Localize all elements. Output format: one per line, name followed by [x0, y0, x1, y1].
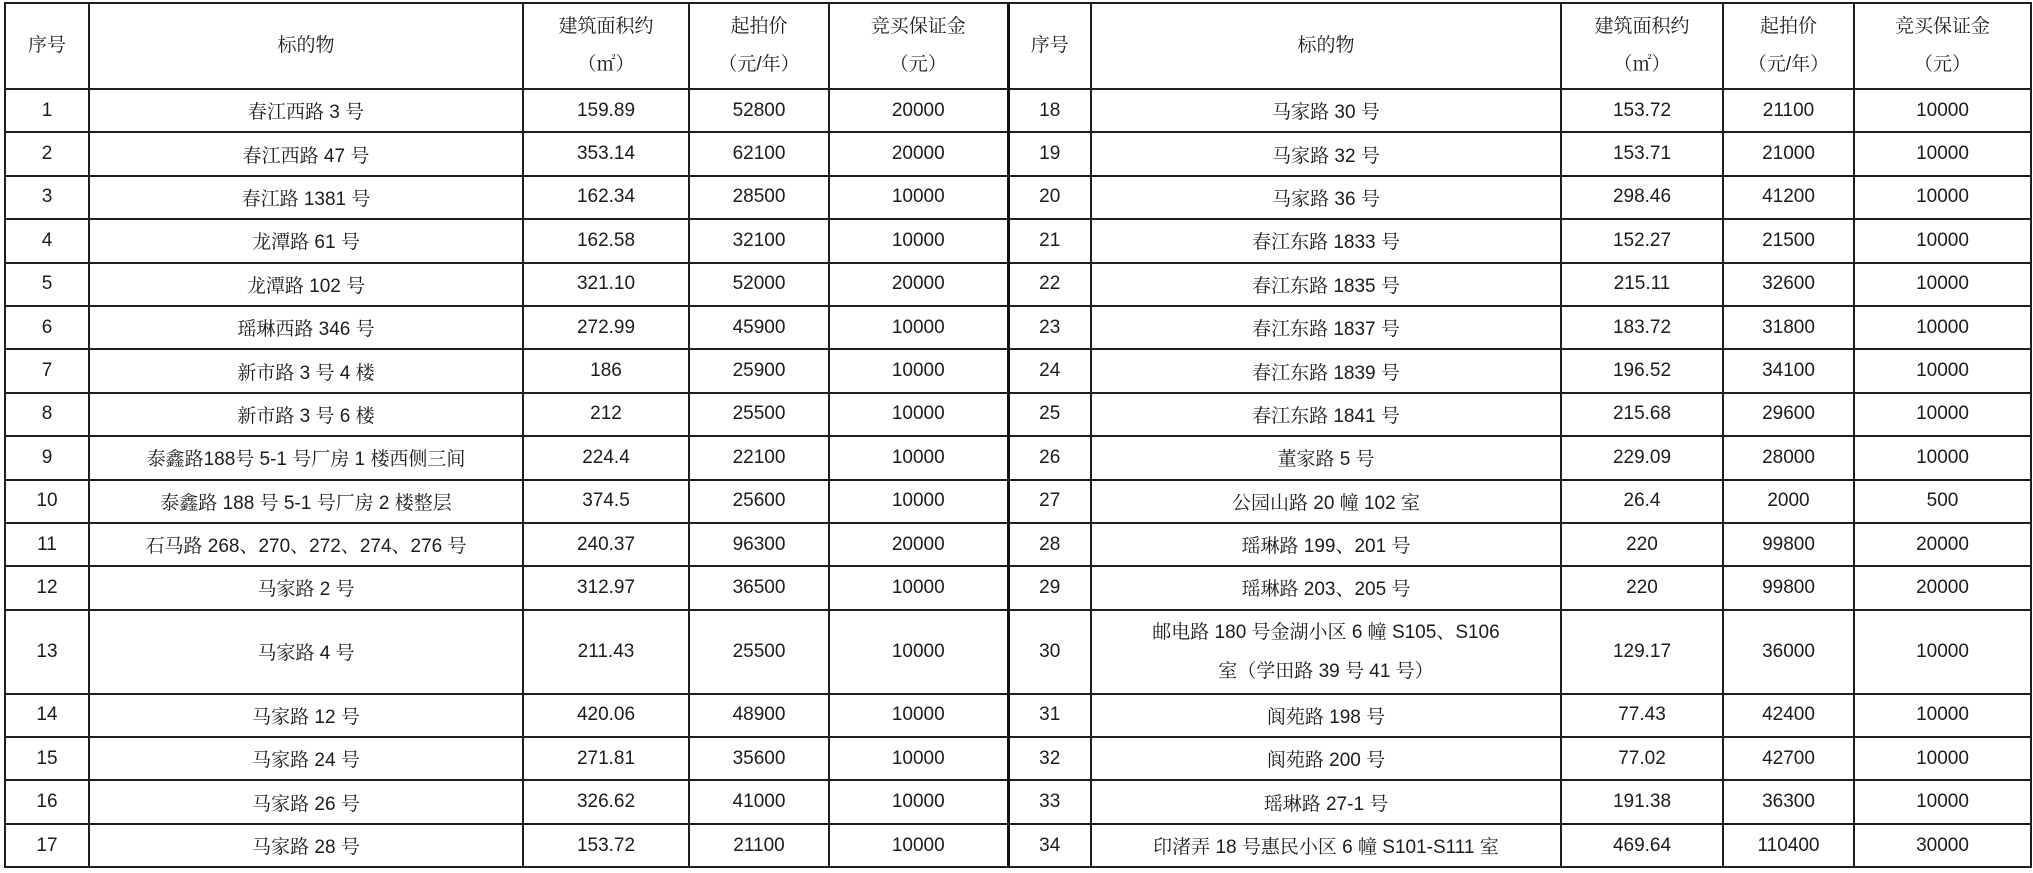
lot-price: 52000	[689, 263, 829, 306]
header-no-label: 序号	[27, 35, 66, 56]
header-item	[1091, 3, 1561, 89]
lot-deposit: 10000	[829, 436, 1008, 479]
header-item	[89, 3, 523, 89]
header-deposit-label: 竞买保证金	[870, 16, 966, 37]
lot-price: 36000	[1723, 610, 1854, 694]
lot-deposit: 30000	[1854, 824, 2031, 867]
lot-deposit: 10000	[1854, 780, 2031, 823]
lot-number: 17	[5, 824, 89, 867]
lot-number: 25	[1008, 393, 1091, 436]
table-row	[5, 436, 2031, 479]
lot-price: 25500	[689, 610, 829, 694]
lot-number: 9	[5, 436, 89, 479]
lot-price: 32600	[1723, 263, 1854, 306]
lot-number: 27	[1008, 480, 1091, 523]
header-price	[689, 3, 829, 89]
lot-area: 153.71	[1561, 132, 1723, 175]
lot-number: 22	[1008, 263, 1091, 306]
lot-price: 99800	[1723, 566, 1854, 609]
lot-deposit: 10000	[829, 694, 1008, 737]
lot-item: 春江东路 1841 号	[1091, 393, 1561, 436]
lot-area: 196.52	[1561, 349, 1723, 392]
lot-item: 龙潭路 102 号	[89, 263, 523, 306]
lot-deposit: 10000	[1854, 610, 2031, 694]
lot-price: 21100	[1723, 89, 1854, 132]
lot-deposit: 10000	[1854, 176, 2031, 219]
header-price	[1723, 3, 1854, 89]
lot-number: 7	[5, 349, 89, 392]
lot-area: 191.38	[1561, 780, 1723, 823]
header-item-label: 标的物	[277, 35, 335, 56]
header-deposit	[1854, 3, 2031, 89]
lot-number: 20	[1008, 176, 1091, 219]
lot-deposit: 20000	[829, 263, 1008, 306]
lot-area: 215.68	[1561, 393, 1723, 436]
lot-item: 董家路 5 号	[1091, 436, 1561, 479]
header-price-unit: （元/年）	[718, 54, 800, 75]
lot-price: 21000	[1723, 132, 1854, 175]
lot-area: 153.72	[523, 824, 689, 867]
lot-item: 瑶琳路 27-1 号	[1091, 780, 1561, 823]
lot-number: 12	[5, 566, 89, 609]
lot-item: 春江西路 47 号	[89, 132, 523, 175]
lot-price: 25900	[689, 349, 829, 392]
lot-area: 312.97	[523, 566, 689, 609]
lot-item: 春江东路 1833 号	[1091, 219, 1561, 262]
auction-lot-table-sheet	[4, 2, 2032, 868]
lot-area: 298.46	[1561, 176, 1723, 219]
lot-item: 马家路 28 号	[89, 824, 523, 867]
lot-deposit: 10000	[1854, 306, 2031, 349]
lot-deposit: 10000	[1854, 436, 2031, 479]
lot-number: 18	[1008, 89, 1091, 132]
lot-item: 阆苑路 198 号	[1091, 694, 1561, 737]
header-price-unit: （元/年）	[1747, 54, 1830, 75]
lot-item: 春江东路 1839 号	[1091, 349, 1561, 392]
lot-item: 泰鑫路188号 5-1 号厂房 1 楼西侧三间	[89, 436, 523, 479]
header-area	[1561, 3, 1723, 89]
header-deposit-unit: （元）	[889, 54, 947, 75]
lot-price: 2000	[1723, 480, 1854, 523]
lot-number: 24	[1008, 349, 1091, 392]
lot-item: 新市路 3 号 4 楼	[89, 349, 523, 392]
lot-area: 183.72	[1561, 306, 1723, 349]
lot-item: 公园山路 20 幢 102 室	[1091, 480, 1561, 523]
lot-price: 96300	[689, 523, 829, 566]
lot-deposit: 10000	[829, 610, 1008, 694]
table-row	[5, 824, 2031, 867]
lot-price: 22100	[689, 436, 829, 479]
table-row	[5, 523, 2031, 566]
lot-item: 瑶琳西路 346 号	[89, 306, 523, 349]
lot-number: 28	[1008, 523, 1091, 566]
header-price-label: 起拍价	[730, 16, 788, 37]
lot-item: 印渚弄 18 号惠民小区 6 幢 S101-S111 室	[1091, 824, 1561, 867]
lot-item: 阆苑路 200 号	[1091, 737, 1561, 780]
lot-area: 220	[1561, 523, 1723, 566]
lot-price: 34100	[1723, 349, 1854, 392]
lot-deposit: 10000	[829, 219, 1008, 262]
lot-item: 瑶琳路 199、201 号	[1091, 523, 1561, 566]
lot-item: 瑶琳路 203、205 号	[1091, 566, 1561, 609]
lot-area: 152.27	[1561, 219, 1723, 262]
lot-item: 春江西路 3 号	[89, 89, 523, 132]
lot-number: 5	[5, 263, 89, 306]
lot-area: 186	[523, 349, 689, 392]
lot-deposit: 10000	[829, 306, 1008, 349]
lot-price: 21100	[689, 824, 829, 867]
lot-price: 25600	[689, 480, 829, 523]
lot-item: 马家路 26 号	[89, 780, 523, 823]
lot-area: 374.5	[523, 480, 689, 523]
header-area-unit: （㎡）	[1613, 54, 1671, 75]
lot-area: 77.02	[1561, 737, 1723, 780]
lot-area: 353.14	[523, 132, 689, 175]
header-deposit	[829, 3, 1008, 89]
lot-number: 23	[1008, 306, 1091, 349]
lot-deposit: 10000	[1854, 393, 2031, 436]
lot-item: 马家路 24 号	[89, 737, 523, 780]
lot-number: 33	[1008, 780, 1091, 823]
lot-item: 春江东路 1835 号	[1091, 263, 1561, 306]
header-area-label: 建筑面积约	[1594, 16, 1690, 37]
lot-area: 162.58	[523, 219, 689, 262]
lot-deposit: 10000	[1854, 694, 2031, 737]
lot-number: 16	[5, 780, 89, 823]
lot-deposit: 10000	[829, 824, 1008, 867]
lot-deposit: 10000	[829, 349, 1008, 392]
lot-deposit: 10000	[829, 176, 1008, 219]
table-row	[5, 694, 2031, 737]
lot-deposit: 10000	[1854, 737, 2031, 780]
lot-deposit: 20000	[829, 132, 1008, 175]
lot-number: 26	[1008, 436, 1091, 479]
lot-number: 29	[1008, 566, 1091, 609]
lot-item: 新市路 3 号 6 楼	[89, 393, 523, 436]
lot-area: 326.62	[523, 780, 689, 823]
lot-price: 42400	[1723, 694, 1854, 737]
lot-area: 212	[523, 393, 689, 436]
header-no	[1008, 3, 1091, 89]
lot-deposit: 10000	[829, 780, 1008, 823]
lot-area: 26.4	[1561, 480, 1723, 523]
lot-price: 45900	[689, 306, 829, 349]
lot-price: 99800	[1723, 523, 1854, 566]
lot-area: 271.81	[523, 737, 689, 780]
lot-price: 25500	[689, 393, 829, 436]
lot-deposit: 10000	[829, 566, 1008, 609]
lot-item: 马家路 12 号	[89, 694, 523, 737]
lot-area: 129.17	[1561, 610, 1723, 694]
header-area-unit: （㎡）	[577, 54, 635, 75]
lot-area: 153.72	[1561, 89, 1723, 132]
table-row	[5, 566, 2031, 609]
auction-lot-table	[4, 2, 2032, 868]
lot-price: 52800	[689, 89, 829, 132]
lot-item: 邮电路 180 号金湖小区 6 幢 S105、S106 室（学田路 39 号 41 号）	[1091, 610, 1561, 694]
lot-item: 马家路 36 号	[1091, 176, 1561, 219]
lot-number: 11	[5, 523, 89, 566]
lot-item: 马家路 2 号	[89, 566, 523, 609]
lot-area: 469.64	[1561, 824, 1723, 867]
lot-area: 215.11	[1561, 263, 1723, 306]
lot-item: 春江路 1381 号	[89, 176, 523, 219]
lot-price: 42700	[1723, 737, 1854, 780]
lot-price: 41200	[1723, 176, 1854, 219]
lot-price: 28500	[689, 176, 829, 219]
table-row	[5, 349, 2031, 392]
lot-deposit: 20000	[829, 89, 1008, 132]
lot-price: 29600	[1723, 393, 1854, 436]
lot-number: 30	[1008, 610, 1091, 694]
table-row	[5, 480, 2031, 523]
lot-number: 4	[5, 219, 89, 262]
lot-price: 21500	[1723, 219, 1854, 262]
lot-area: 211.43	[523, 610, 689, 694]
lot-number: 2	[5, 132, 89, 175]
lot-number: 34	[1008, 824, 1091, 867]
lot-area: 77.43	[1561, 694, 1723, 737]
lot-price: 48900	[689, 694, 829, 737]
table-row	[5, 393, 2031, 436]
table-row	[5, 263, 2031, 306]
lot-deposit: 10000	[1854, 89, 2031, 132]
header-row	[5, 3, 2031, 89]
lot-area: 272.99	[523, 306, 689, 349]
header-area-label: 建筑面积约	[558, 16, 654, 37]
lot-number: 14	[5, 694, 89, 737]
lot-price: 62100	[689, 132, 829, 175]
lot-item: 马家路 30 号	[1091, 89, 1561, 132]
lot-deposit: 20000	[829, 523, 1008, 566]
lot-number: 32	[1008, 737, 1091, 780]
table-row	[5, 219, 2031, 262]
lot-price: 31800	[1723, 306, 1854, 349]
lot-number: 15	[5, 737, 89, 780]
header-area	[523, 3, 689, 89]
header-no	[5, 3, 89, 89]
table-row	[5, 780, 2031, 823]
lot-deposit: 10000	[829, 480, 1008, 523]
lot-number: 19	[1008, 132, 1091, 175]
table-row	[5, 737, 2031, 780]
lot-area: 420.06	[523, 694, 689, 737]
lot-item: 泰鑫路 188 号 5-1 号厂房 2 楼整层	[89, 480, 523, 523]
table-row	[5, 306, 2031, 349]
lot-area: 162.34	[523, 176, 689, 219]
header-price-label: 起拍价	[1759, 16, 1817, 37]
lot-area: 240.37	[523, 523, 689, 566]
lot-price: 28000	[1723, 436, 1854, 479]
lot-item: 龙潭路 61 号	[89, 219, 523, 262]
lot-deposit: 500	[1854, 480, 2031, 523]
lot-area: 229.09	[1561, 436, 1723, 479]
lot-deposit: 10000	[1854, 219, 2031, 262]
lot-number: 10	[5, 480, 89, 523]
lot-price: 110400	[1723, 824, 1854, 867]
lot-deposit: 10000	[829, 737, 1008, 780]
lot-deposit: 10000	[1854, 263, 2031, 306]
lot-price: 41000	[689, 780, 829, 823]
header-item-label: 标的物	[1297, 35, 1355, 56]
header-deposit-label: 竞买保证金	[1894, 16, 1990, 37]
lot-deposit: 10000	[1854, 349, 2031, 392]
lot-item: 马家路 32 号	[1091, 132, 1561, 175]
lot-area: 321.10	[523, 263, 689, 306]
lot-number: 31	[1008, 694, 1091, 737]
table-row	[5, 610, 2031, 694]
lot-item: 春江东路 1837 号	[1091, 306, 1561, 349]
lot-number: 1	[5, 89, 89, 132]
lot-deposit: 20000	[1854, 566, 2031, 609]
lot-area: 159.89	[523, 89, 689, 132]
lot-price: 35600	[689, 737, 829, 780]
lot-deposit: 10000	[829, 393, 1008, 436]
lot-area: 220	[1561, 566, 1723, 609]
lot-price: 32100	[689, 219, 829, 262]
lot-price: 36300	[1723, 780, 1854, 823]
lot-number: 3	[5, 176, 89, 219]
lot-item: 石马路 268、270、272、274、276 号	[89, 523, 523, 566]
lot-number: 8	[5, 393, 89, 436]
table-row	[5, 132, 2031, 175]
lot-number: 6	[5, 306, 89, 349]
header-no-label: 序号	[1030, 35, 1069, 56]
header-deposit-unit: （元）	[1913, 54, 1971, 75]
lot-price: 36500	[689, 566, 829, 609]
lot-item: 马家路 4 号	[89, 610, 523, 694]
lot-number: 13	[5, 610, 89, 694]
lot-area: 224.4	[523, 436, 689, 479]
lot-number: 21	[1008, 219, 1091, 262]
lot-deposit: 10000	[1854, 132, 2031, 175]
table-row	[5, 89, 2031, 132]
lot-deposit: 20000	[1854, 523, 2031, 566]
table-row	[5, 176, 2031, 219]
